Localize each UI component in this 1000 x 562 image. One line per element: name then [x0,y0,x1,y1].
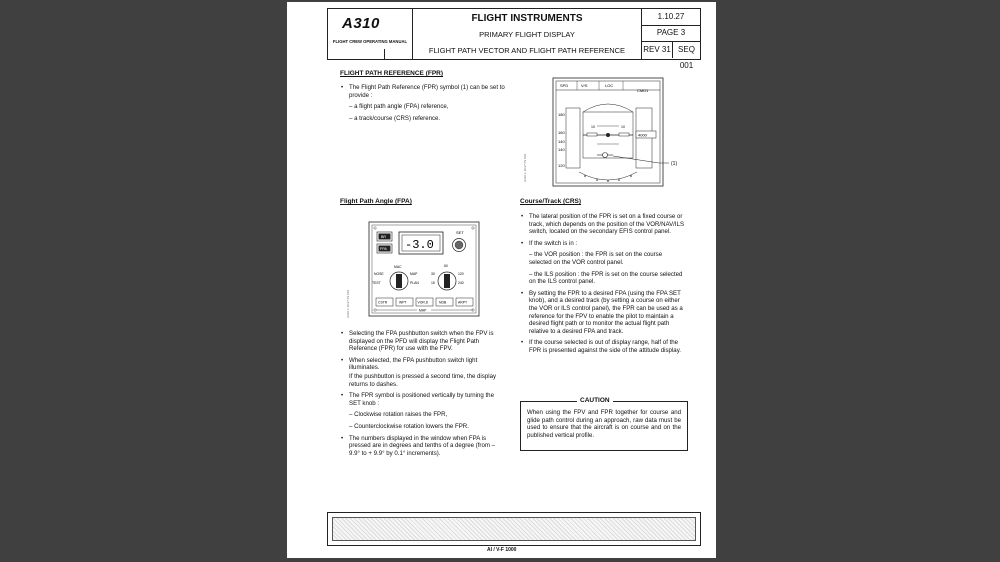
speed-120: 120 [558,163,565,168]
logo-subtitle: FLIGHT CREW OPERATING MANUAL [332,39,408,44]
fpr-callout: (1) [671,161,678,167]
footer-code: AI / V-F 1000 [487,547,517,553]
fpa-p2b: If the pushbutton is pressed a second time, the display returns to dashes. [349,372,497,388]
altitude-readout: 4000 [638,132,647,138]
mode-mac: MAC [394,265,402,269]
airbus-logo: A310 [342,15,380,32]
crs-p2a: – the VOR position : the FPR is set on the course selected on the VOR control panel. [529,251,663,266]
panel-vertical-ref: A310 1.10.27 P3 001 [346,289,350,318]
doc-section: FLIGHT PATH VECTOR AND FLIGHT PATH REFERENCE [428,46,626,55]
revision: REV 31 [642,42,673,58]
header-titles [413,9,642,59]
btn-arpt: ARPT [458,300,468,305]
pfd-mode-loc: LOC [605,83,614,88]
page-number: PAGE 3 [642,25,700,42]
crs-heading: Course/Track (CRS) [520,198,582,205]
fpa-p3: • The FPR symbol is positioned vertically by turning the SET knob : [340,392,506,407]
fpa-p2: • When selected, the FPA pushbutton switch light illuminates. [340,357,506,372]
pitch-10-up: 10 [591,125,595,129]
speed-140b: 140 [558,147,565,152]
br-button-label: BR [381,235,386,240]
range-60: 60 [444,264,448,268]
speed-140a: 140 [558,139,565,144]
fpr-item-fpa: – a flight path angle (FPA) reference, [349,103,449,111]
fpa-p1: • Selecting the FPA pushbutton switch when the FPV is displayed on the PFD will display the Flight Path Reference (FPR) for use with the FPV. [340,330,506,353]
fpr-heading: FLIGHT PATH REFERENCE (FPR) [340,70,444,77]
fpa-window-value: -3.0 [405,238,434,252]
manual-page [287,2,716,558]
doc-subtitle: PRIMARY FLIGHT DISPLAY [479,30,575,39]
crs-p2: • If the switch is in : [520,240,686,248]
pitch-10-down: 10 [621,125,625,129]
doc-code: 1.10.27 [642,9,700,26]
footer-shading [332,517,696,541]
speed-180: 180 [558,112,565,117]
fpa-p3a: – Clockwise rotation raises the FPR, [349,411,448,419]
mode-plan: PLAN [410,281,419,285]
btn-vord: VOR.D [417,300,429,305]
range-240: 240 [458,281,464,285]
caution-title: CAUTION [577,397,613,404]
crs-p1: • The lateral position of the FPR is set on a fixed course or track, which depends on the position of the VOR/NAV/ILS switch, located on the secondary EFIS control panel. [520,213,686,236]
speed-160: 160 [558,130,565,135]
crs-text [520,213,686,359]
sequence: SEQ 001 [678,45,695,70]
caution-box [520,397,688,451]
header-refs [642,9,700,70]
fpa-button-label: FPA [380,247,387,252]
fpr-intro: • The Flight Path Reference (FPR) symbol (1) can be set to provide : [340,84,508,99]
crs-p3: • By setting the FPR to a desired FPA (using the FPA SET knob), and a desired track (by setting a course on either the VOR or ILS control panel), the FPR can be used as a reference for the FPV to enable the pilot to maintain a desired flight path or to monitor the actual flight path relative to a desired FPA and track. [520,290,686,336]
fpa-p3b: – Counterclockwise rotation lowers the FPR. [349,422,469,430]
mode-test: TEST [372,281,381,285]
logo-divider [384,49,385,59]
fpa-p4: • The numbers displayed in the window when FPA is pressed are in degrees and tenths of a degree (from – 9.9° to + 9.9° by 0.1° increments). [340,435,506,458]
pfd-mode-vs: V/S [581,83,588,88]
pfd-figure [519,76,689,188]
pfd-mode-spd: SPD [560,83,569,88]
set-knob-label: SET [456,230,464,235]
pfd-mode-cmd: CMD1 [637,88,649,93]
fpa-text [340,330,506,461]
page-header [327,8,701,70]
btn-wpt: WPT [399,300,407,305]
logo-cell [328,9,413,59]
mode-map: MAP [410,272,418,276]
btn-ndb: NDB [439,300,447,305]
doc-title: FLIGHT INSTRUMENTS [471,13,583,24]
footer-box [327,512,701,546]
range-15: 15 [431,281,435,285]
fpr-text [340,84,508,126]
pfd-vertical-ref: A310 1.10.27 P3 001 [523,153,527,182]
mode-nose: NOSE [374,272,384,276]
range-30: 30 [431,272,435,276]
fpa-heading: Flight Path Angle (FPA) [340,198,412,205]
crs-p2b: – the ILS position : the FPR is set on the course selected on the ILS control panel. [529,270,683,286]
fpr-item-crs: – a track/course (CRS) reference. [349,114,441,122]
map-label: MAP [419,308,427,313]
fpr-symbol [603,153,608,158]
btn-cstr: CSTR [378,300,388,305]
efis-control-panel [367,220,481,318]
range-120: 120 [458,272,464,276]
crs-p4: • If the course selected is out of display range, half of the FPR is presented against the side of the attitude display. [520,339,686,354]
caution-text: When using the FPV and FPR together for course and glide path control during an approach, raw data must be used to ensure that the aircraft is on course and on the published vertical profile. [527,409,681,439]
